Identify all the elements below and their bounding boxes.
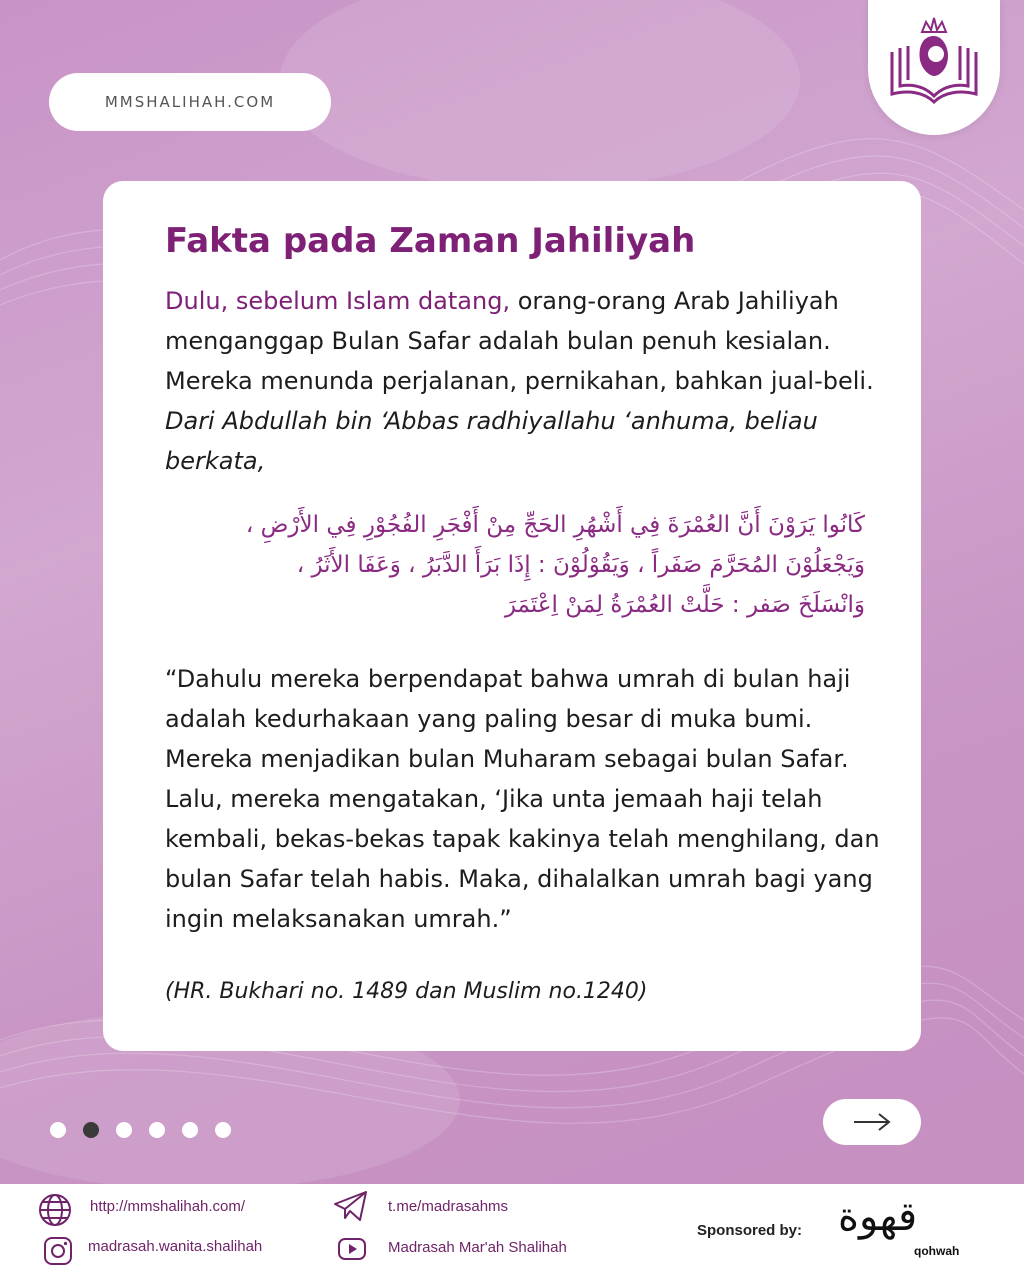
footer [0, 1184, 1024, 1280]
site-url-text: MMSHALIHAH.COM [104, 93, 276, 111]
youtube-icon [338, 1238, 366, 1260]
pagination-dot[interactable] [215, 1122, 231, 1138]
slide-pagination [50, 1122, 231, 1138]
arabic-line: وَيَجْعَلُوْنَ المُحَرَّمَ صَفَراً ، وَيَقُوْلُوْنَ : إِذَا بَرَأَ الدَّبَرُ ، وَعَفَا الأَثَرُ ، [296, 552, 865, 578]
footer-instagram-link[interactable] [88, 1238, 262, 1255]
pagination-dot-active[interactable] [83, 1122, 99, 1138]
footer-youtube-link[interactable] [388, 1239, 567, 1256]
hadith-translation: “Dahulu mereka berpendapat bahwa umrah di bulan haji adalah kedurhakaan yang paling besar di muka bumi. Mereka menjadikan bulan Muharam sebagai bulan Safar. Lalu, mereka mengatakan, ‘Jika unta jemaah haji telah kembali, bekas-bekas tapak kakinya telah menghilang, dan bulan Safar telah habis. Maka, dihalalkan umrah bagi yang ingin melaksanakan umrah.” [165, 665, 880, 933]
content-card [103, 181, 921, 1051]
footer-telegram-text: t.me/madrasahms [388, 1198, 509, 1215]
arabic-line: كَانُوا يَرَوْنَ أَنَّ العُمْرَةَ فِي أَشْهُرِ الحَجِّ مِنْ أَفْجَرِ الفُجُوْرِ فِي الأَرْضِ ، [245, 512, 865, 538]
hadith-citation: (HR. Bukhari no. 1489 dan Muslim no.1240) [165, 979, 648, 1004]
footer-youtube-text: Madrasah Mar'ah Shalihah [388, 1239, 567, 1256]
pagination-dot[interactable] [149, 1122, 165, 1138]
intro-narrator: Dari Abdullah bin ‘Abbas radhiyallahu ‘anhuma, beliau berkata, [165, 407, 818, 475]
instagram-icon [43, 1236, 73, 1266]
intro-text: orang-orang Arab Jahiliyah menganggap Bulan Safar adalah bulan penuh kesialan. Mereka menunda perjalanan, pernikahan, bahkan jual-beli. [165, 287, 874, 395]
arabic-line: وَانْسَلَخَ صَفر : حَلَّتْ العُمْرَةُ لِمَنْ اِعْتَمَرَ [504, 592, 865, 618]
footer-website-link[interactable] [90, 1198, 245, 1215]
sponsor-logo-name: qohwah [914, 1244, 960, 1258]
footer-instagram-text: madrasah.wanita.shalihah [88, 1238, 263, 1255]
intro-paragraph [165, 281, 905, 481]
brand-logo [868, 0, 1000, 135]
telegram-icon [333, 1190, 369, 1222]
pagination-dot[interactable] [116, 1122, 132, 1138]
pagination-dot[interactable] [182, 1122, 198, 1138]
sponsor-logo-mark: قهوة [838, 1194, 918, 1240]
sponsored-by-label: Sponsored by: [697, 1222, 803, 1239]
footer-website-text: http://mmshalihah.com/ [90, 1198, 246, 1215]
open-book-crown-icon [878, 10, 990, 115]
site-url-pill[interactable] [49, 73, 331, 131]
pagination-dot[interactable] [50, 1122, 66, 1138]
card-title: Fakta pada Zaman Jahiliyah [165, 221, 696, 261]
arrow-right-icon [852, 1112, 892, 1132]
arabic-hadith [165, 505, 865, 625]
footer-telegram-link[interactable] [388, 1198, 508, 1215]
intro-highlight: Dulu, sebelum Islam datang, [165, 287, 511, 315]
next-slide-button[interactable] [823, 1099, 921, 1145]
globe-icon [37, 1192, 73, 1228]
